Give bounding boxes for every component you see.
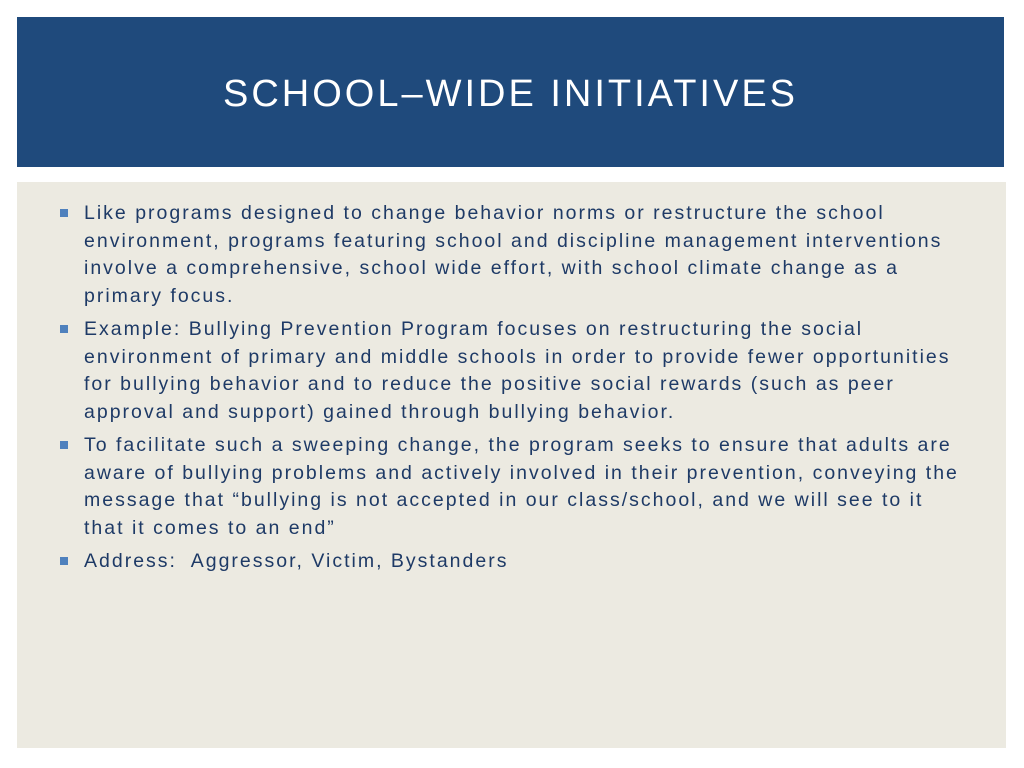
bullet-text: Like programs designed to change behavior norms or restructure the school environment, programs featuring school and discipline management interventions involve a comprehensive, school wide effort, with school climate change as a primary focus. [84,202,950,307]
bullet-item [57,432,967,542]
bullet-item [57,548,967,576]
bullet-item [57,316,967,426]
square-bullet-icon [60,441,68,449]
bullet-item [57,200,967,310]
slide-title: SCHOOL–WIDE INITIATIVES [222,72,799,115]
bullet-list [57,200,967,582]
square-bullet-icon [60,557,68,565]
bullet-text: Example: Bullying Prevention Program focuses on restructuring the social environment of primary and middle schools in order to provide fewer opportunities for bullying behavior and to reduce the positive social rewards (such as peer approval and support) gained through bullying behavior. [84,318,958,423]
bullet-text: To facilitate such a sweeping change, the program seeks to ensure that adults are aware of bullying problems and actively involved in their prevention, conveying the message that “bullying is not accepted in our class/school, and we will see to it that it comes to an end” [84,434,967,539]
square-bullet-icon [60,325,68,333]
square-bullet-icon [60,209,68,217]
bullet-text: Address: Aggressor, Victim, Bystanders [84,550,509,572]
content-panel [17,182,1006,748]
title-bar [17,17,1004,167]
